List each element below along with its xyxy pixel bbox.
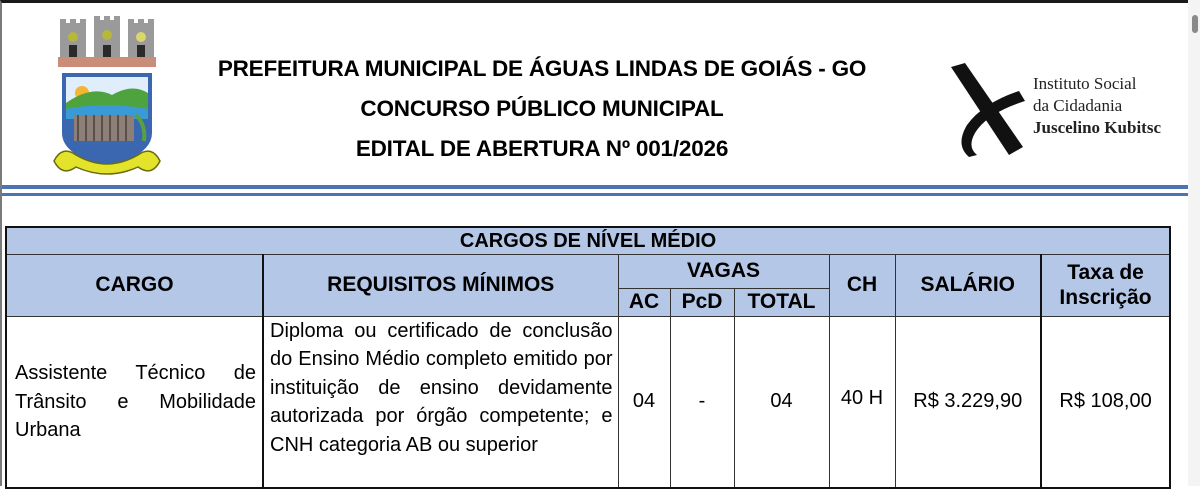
col-header-pcd: PcD (670, 288, 734, 316)
table-row (6, 316, 1170, 488)
col-header-total: TOTAL (734, 288, 829, 316)
col-header-salario: SALÁRIO (895, 254, 1041, 316)
table-title: CARGOS DE NÍVEL MÉDIO (6, 227, 1170, 254)
col-header-taxa-line1: Taxa de (1067, 261, 1144, 284)
cargos-table (5, 226, 1171, 489)
institute-name (1033, 73, 1161, 139)
cell-total: 04 (734, 316, 829, 488)
institute-name-line3: Juscelino Kubitsc (1033, 118, 1161, 137)
vertical-scrollbar[interactable] (1188, 0, 1200, 486)
col-header-taxa (1041, 254, 1170, 316)
col-header-vagas: VAGAS (618, 254, 829, 288)
institute-name-line1: Instituto Social (1033, 74, 1137, 93)
cell-requisitos: Diploma ou certificado de conclusão do Ensino Médio completo emitido por instituição de ensino devidamente autorizada por órgão competente; e CNH categoria AB ou superior (263, 316, 618, 488)
institute-name-line2: da Cidadania (1033, 96, 1123, 115)
coat-of-arms-icon (52, 15, 162, 180)
col-header-requisitos: REQUISITOS MÍNIMOS (263, 254, 618, 316)
header-line-prefeitura: PREFEITURA MUNICIPAL DE ÁGUAS LINDAS DE GOIÁS - GO (217, 56, 867, 81)
scrollbar-thumb[interactable] (1192, 15, 1198, 33)
col-header-ac: AC (618, 288, 670, 316)
cell-salario: R$ 3.229,90 (895, 316, 1041, 488)
header-line-concurso: CONCURSO PÚBLICO MUNICIPAL (360, 96, 724, 121)
header-rule-thin (2, 193, 1190, 196)
header-rule-thick (2, 185, 1190, 189)
col-header-cargo: CARGO (6, 254, 263, 316)
col-header-ch: CH (829, 254, 895, 316)
document-header (172, 55, 912, 175)
cell-ac: 04 (618, 316, 670, 488)
cell-ch: 40 H (829, 316, 895, 488)
header-line-edital: EDITAL DE ABERTURA Nº 001/2026 (355, 136, 729, 161)
institute-logo-icon (947, 63, 1027, 158)
cell-taxa: R$ 108,00 (1041, 316, 1170, 488)
col-header-taxa-line2: Inscrição (1059, 286, 1152, 309)
cell-pcd: - (670, 316, 734, 488)
cell-cargo: Assistente Técnico de Trânsito e Mobilidade Urbana (6, 316, 263, 488)
